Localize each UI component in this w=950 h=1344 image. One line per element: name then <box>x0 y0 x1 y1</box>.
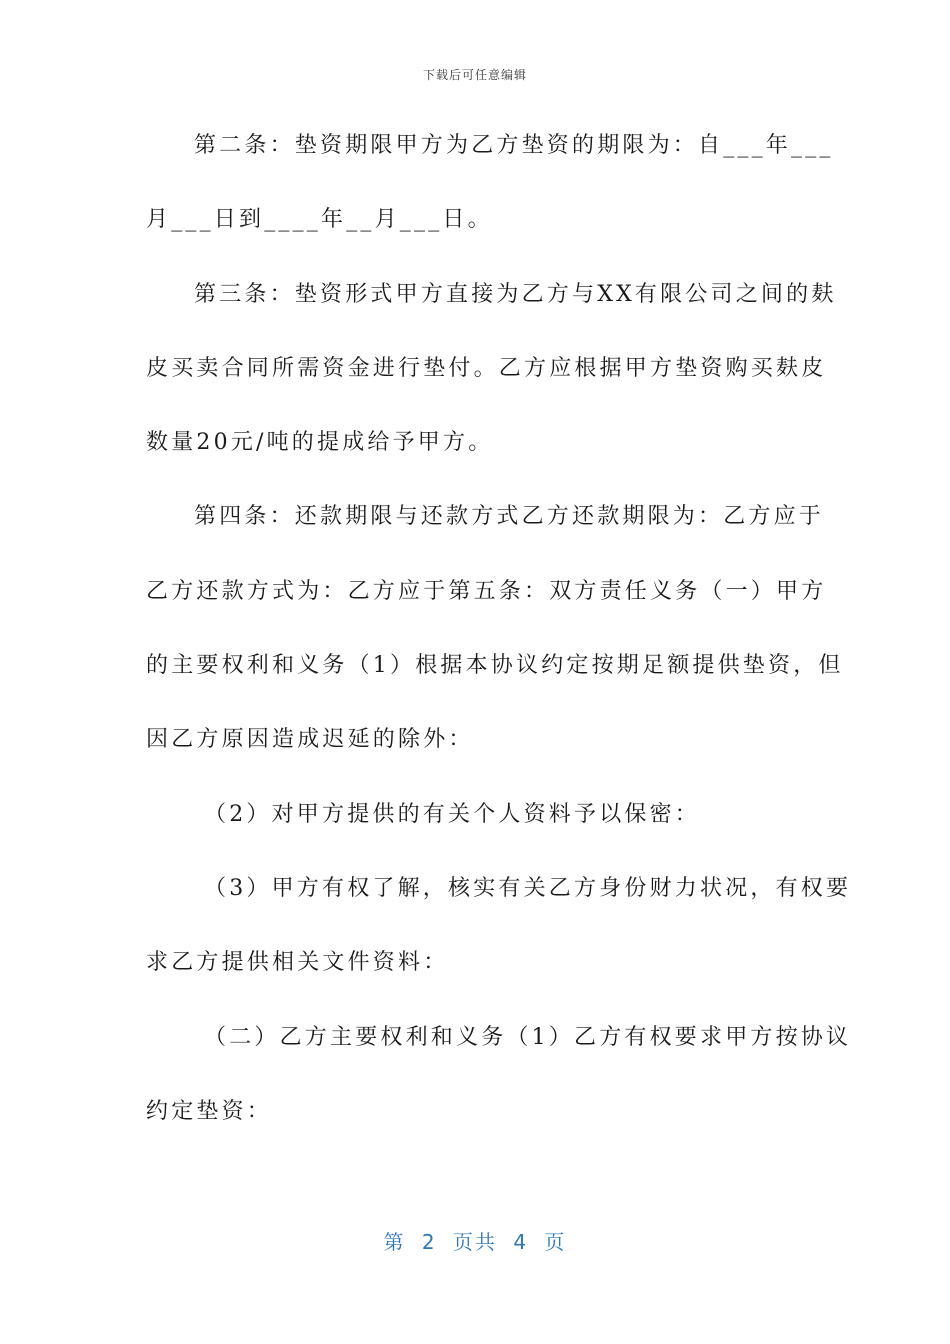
paragraph-article-4-line-3: 的主要权利和义务（1）根据本协议约定按期足额提供垫资，但 <box>146 653 844 679</box>
paragraph-article-3-line-3: 数量20元/吨的提成给予甲方。 <box>146 430 494 456</box>
document-body <box>146 128 852 1168</box>
paragraph-part-2-line-2: 约定垫资： <box>146 1098 273 1124</box>
paragraph-article-2-line-1: 第二条：垫资期限甲方为乙方垫资的期限为：自___年___ <box>194 133 834 158</box>
page-header-note: 下载后可任意编辑 <box>422 68 527 82</box>
paragraph-item-3-line-2: 求乙方提供相关文件资料： <box>146 950 449 976</box>
paragraph-article-4-line-4: 因乙方原因造成迟延的除外： <box>146 727 474 753</box>
paragraph-article-4-line-2: 乙方还款方式为：乙方应于第五条：双方责任义务（一）甲方 <box>146 578 827 604</box>
paragraph-article-2-line-2: 月___日到____年__月___日。 <box>146 207 493 233</box>
paragraph-part-2-line-1: （二）乙方主要权利和义务（1）乙方有权要求甲方按协议 <box>204 1024 852 1050</box>
paragraph-article-4-line-1: 第四条：还款期限与还款方式乙方还款期限为：乙方应于 <box>194 504 825 530</box>
paragraph-article-3-line-2: 皮买卖合同所需资金进行垫付。乙方应根据甲方垫资购买麸皮 <box>146 355 827 381</box>
paragraph-article-3-line-1: 第三条：垫资形式甲方直接为乙方与XX有限公司之间的麸 <box>194 281 837 307</box>
paragraph-item-2: （2）对甲方提供的有关个人资料予以保密： <box>204 801 700 827</box>
paragraph-item-3-line-1: （3）甲方有权了解，核实有关乙方身份财力状况，有权要 <box>204 875 852 901</box>
page-number-footer: 第 2 页共 4 页 <box>383 1230 567 1254</box>
